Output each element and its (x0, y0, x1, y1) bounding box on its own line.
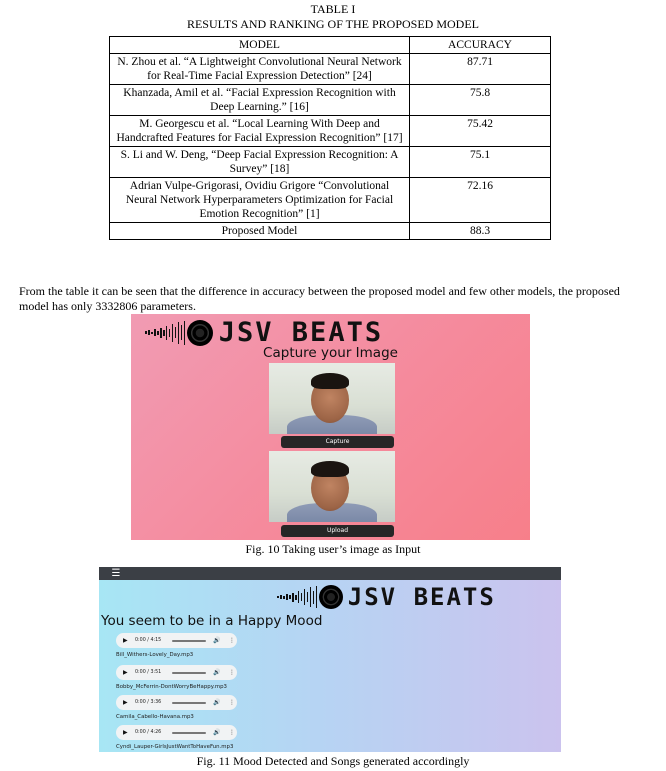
figure-mood-screen (99, 567, 561, 752)
table-title: RESULTS AND RANKING OF THE PROPOSED MODEL (186, 17, 480, 31)
seek-slider[interactable] (172, 640, 206, 642)
top-navbar (99, 567, 561, 580)
capture-button[interactable]: Capture (281, 436, 394, 448)
accuracy-cell: 87.71 (410, 54, 551, 85)
more-options-icon[interactable]: ⋮ (229, 699, 235, 706)
capture-heading: Capture your Image (263, 345, 398, 361)
soundwave-icon (145, 321, 187, 345)
audio-player[interactable] (116, 725, 237, 740)
table-row (110, 178, 551, 223)
accuracy-cell: 75.1 (410, 147, 551, 178)
soundwave-icon (277, 586, 319, 608)
hamburger-menu-icon[interactable]: ☰ (111, 568, 121, 579)
mood-heading: You seem to be in a Happy Mood (101, 613, 323, 629)
table-row (110, 85, 551, 116)
play-icon[interactable]: ▶ (123, 669, 128, 676)
volume-icon[interactable]: 🔊 (213, 699, 221, 706)
play-icon[interactable]: ▶ (123, 637, 128, 644)
vinyl-disc-icon (187, 320, 213, 346)
seek-slider[interactable] (172, 672, 206, 674)
table-header-row (110, 37, 551, 54)
audio-player[interactable] (116, 695, 237, 710)
seek-slider[interactable] (172, 702, 206, 704)
table-row (110, 147, 551, 178)
play-icon[interactable]: ▶ (123, 729, 128, 736)
brand-name: JSV BEATS (347, 583, 496, 611)
playback-time: 0:00 / 4:15 (135, 638, 162, 643)
accuracy-cell: 88.3 (410, 223, 551, 240)
volume-icon[interactable]: 🔊 (213, 669, 221, 676)
model-cell: Khanzada, Amil et al. “Facial Expression Recognition with Deep Learning.” [16] (110, 85, 410, 116)
header-accuracy: ACCURACY (410, 37, 551, 54)
playback-time: 0:00 / 4:26 (135, 730, 162, 735)
webcam-preview (269, 363, 395, 434)
model-cell: M. Georgescu et al. “Local Learning With Deep and Handcrafted Features for Facial Expression Recognition” [17] (110, 116, 410, 147)
seek-slider[interactable] (172, 732, 206, 734)
song-filename: Cyndi_Lauper-GirlsJustWantToHaveFun.mp3 (116, 744, 234, 750)
table-row (110, 54, 551, 85)
song-filename: Bobby_McFerrin-DontWorryBeHappy.mp3 (116, 684, 227, 690)
more-options-icon[interactable]: ⋮ (229, 637, 235, 644)
model-cell: Adrian Vulpe-Grigorasi, Ovidiu Grigore “Convolutional Neural Network Hyperparameters Optimization for Facial Emotion Recognition” [1] (110, 178, 410, 223)
play-icon[interactable]: ▶ (123, 699, 128, 706)
more-options-icon[interactable]: ⋮ (229, 669, 235, 676)
more-options-icon[interactable]: ⋮ (229, 729, 235, 736)
figure-11-caption: Fig. 11 Mood Detected and Songs generated accordingly (196, 754, 470, 768)
body-paragraph: From the table it can be seen that the difference in accuracy between the proposed model and few other models, the proposed model has only 3332806 parameters. (19, 284, 620, 313)
accuracy-cell: 72.16 (410, 178, 551, 223)
header-model: MODEL (110, 37, 410, 54)
captured-image (269, 451, 395, 522)
volume-icon[interactable]: 🔊 (213, 637, 221, 644)
audio-player[interactable] (116, 665, 237, 680)
upload-button[interactable]: Upload (281, 525, 394, 537)
audio-player[interactable] (116, 633, 237, 648)
playback-time: 0:00 / 3:51 (135, 670, 162, 675)
accuracy-cell: 75.42 (410, 116, 551, 147)
figure-capture-screen (131, 314, 530, 540)
volume-icon[interactable]: 🔊 (213, 729, 221, 736)
vinyl-disc-icon (319, 585, 343, 609)
figure-10-caption: Fig. 10 Taking user’s image as Input (245, 542, 421, 556)
model-cell: N. Zhou et al. “A Lightweight Convolutional Neural Network for Real-Time Facial Expression Detection” [24] (110, 54, 410, 85)
results-table (109, 36, 551, 240)
table-row (110, 223, 551, 240)
table-number: TABLE I (310, 2, 356, 16)
accuracy-cell: 75.8 (410, 85, 551, 116)
table-row (110, 116, 551, 147)
brand-logo (145, 317, 383, 348)
song-filename: Camila_Cabello-Havana.mp3 (116, 714, 194, 720)
model-cell: Proposed Model (110, 223, 410, 240)
brand-logo (277, 583, 496, 611)
brand-name: JSV BEATS (218, 317, 384, 348)
song-filename: Bill_Withers-Lovely_Day.mp3 (116, 652, 194, 658)
playback-time: 0:00 / 3:36 (135, 700, 162, 705)
model-cell: S. Li and W. Deng, “Deep Facial Expression Recognition: A Survey” [18] (110, 147, 410, 178)
